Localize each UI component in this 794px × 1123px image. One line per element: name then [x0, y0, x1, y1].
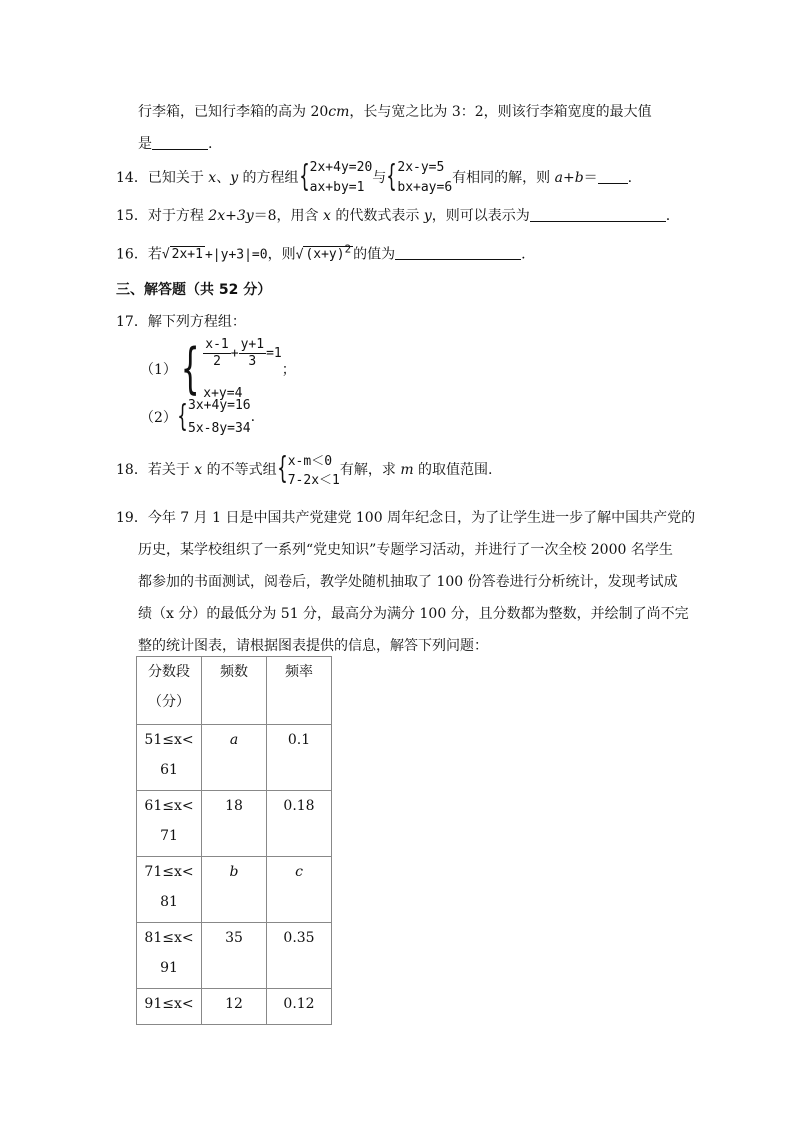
- q17-part2: （2） { 3x+4y=16 5x-8y=34 .: [140, 398, 256, 436]
- equation-system: { 3x+4y=16 5x-8y=34: [177, 398, 251, 436]
- cell-rate: 0.35: [267, 923, 332, 989]
- inequality-system: { x-m＜0 7-2x＜1: [276, 451, 340, 488]
- cell-frequency: 12: [202, 989, 267, 1025]
- cell-range: 91≤x<: [137, 989, 202, 1025]
- table-row: [137, 923, 332, 989]
- cell-frequency: 35: [202, 923, 267, 989]
- q17-line: 17．解下列方程组：: [116, 314, 246, 330]
- fraction: $\frac{x-1}{2}$: [205, 337, 229, 369]
- cell-rate: 0.12: [267, 989, 332, 1025]
- equation-system-2: { 2x-y=5 bx+ay=6: [386, 159, 453, 195]
- answer-blank[interactable]: [152, 135, 208, 150]
- q17-part1: （1） { $\frac{x-1}{2}$ + $\frac{y+1}{3}$ =1 x+y=4 ；: [140, 337, 296, 401]
- q19-line5: 整的统计图表，请根据图表提供的信息，解答下列问题：: [138, 638, 488, 654]
- equation-system-1: { 2x+4y=20 ax+by=1: [298, 159, 373, 195]
- table-row: [137, 989, 332, 1025]
- table-header-row: [137, 657, 332, 725]
- q19-line4: 绩（x 分）的最低分为 51 分，最高分为满分 100 分，且分数都为整数，并绘制了尚不完: [138, 606, 689, 622]
- fraction: $\frac{y+1}{3}$: [240, 337, 265, 369]
- sqrt-expression: √ 2x+1: [161, 247, 203, 263]
- q18-line: 18．若关于 x 的不等式组 { x-m＜0 7-2x＜1 有解，求 m 的取值范围.: [116, 451, 493, 488]
- cell-frequency: 18: [202, 791, 267, 857]
- q19-line1: 19．今年 7 月 1 日是中国共产党建党 100 周年纪念日，为了让学生进一步了解中国共产党的: [116, 510, 696, 526]
- table-row: [137, 857, 332, 923]
- q15-line: 15．对于方程 2x+3y＝8，用含 x 的代数式表示 y，则可以表示为 .: [116, 208, 671, 224]
- q16-line: 16．若√ 2x+1 +|y+3|=0，则√ $(x+y)^2$ 的值为 .: [116, 240, 526, 265]
- cell-rate: 0.18: [267, 791, 332, 857]
- cell-rate: c: [267, 857, 332, 923]
- answer-blank[interactable]: [530, 207, 666, 222]
- cell-range: 81≤x< 91: [137, 923, 202, 989]
- cell-frequency: b: [202, 857, 267, 923]
- answer-blank[interactable]: [395, 245, 521, 260]
- cell-range: 71≤x< 81: [137, 857, 202, 923]
- q13-line2: 是 .: [138, 136, 213, 152]
- cell-frequency: a: [202, 725, 267, 791]
- cell-rate: 0.1: [267, 725, 332, 791]
- cell-range: 51≤x< 61: [137, 725, 202, 791]
- q19-line3: 都参加的书面测试，阅卷后，教学处随机抽取了 100 份答卷进行分析统计，发现考试成: [138, 574, 678, 590]
- header-rate: 频率: [267, 657, 332, 725]
- section-heading: 三、解答题（共 52 分）: [116, 282, 272, 298]
- cell-range: 61≤x< 71: [137, 791, 202, 857]
- table-row: [137, 791, 332, 857]
- q14-line: 14．已知关于 x、y 的方程组 { 2x+4y=20 ax+by=1 与 { 2x-y=5 bx+ay=6 有相同的解，则 a+b＝ .: [116, 158, 632, 198]
- answer-blank[interactable]: [598, 169, 628, 184]
- table-row: [137, 725, 332, 791]
- header-frequency: 频数: [202, 657, 267, 725]
- frequency-table: [136, 656, 332, 1025]
- q19-line2: 历史，某学校组织了一系列“党史知识”专题学习活动，并进行了一次全校 2000 名学生: [138, 542, 673, 558]
- q13-line1: 行李箱，已知行李箱的高为 20cm，长与宽之比为 3：2，则该行李箱宽度的最大值: [138, 104, 652, 120]
- sqrt-expression: √ $(x+y)^2$: [295, 243, 352, 263]
- header-score-range: 分数段 （分）: [137, 657, 202, 725]
